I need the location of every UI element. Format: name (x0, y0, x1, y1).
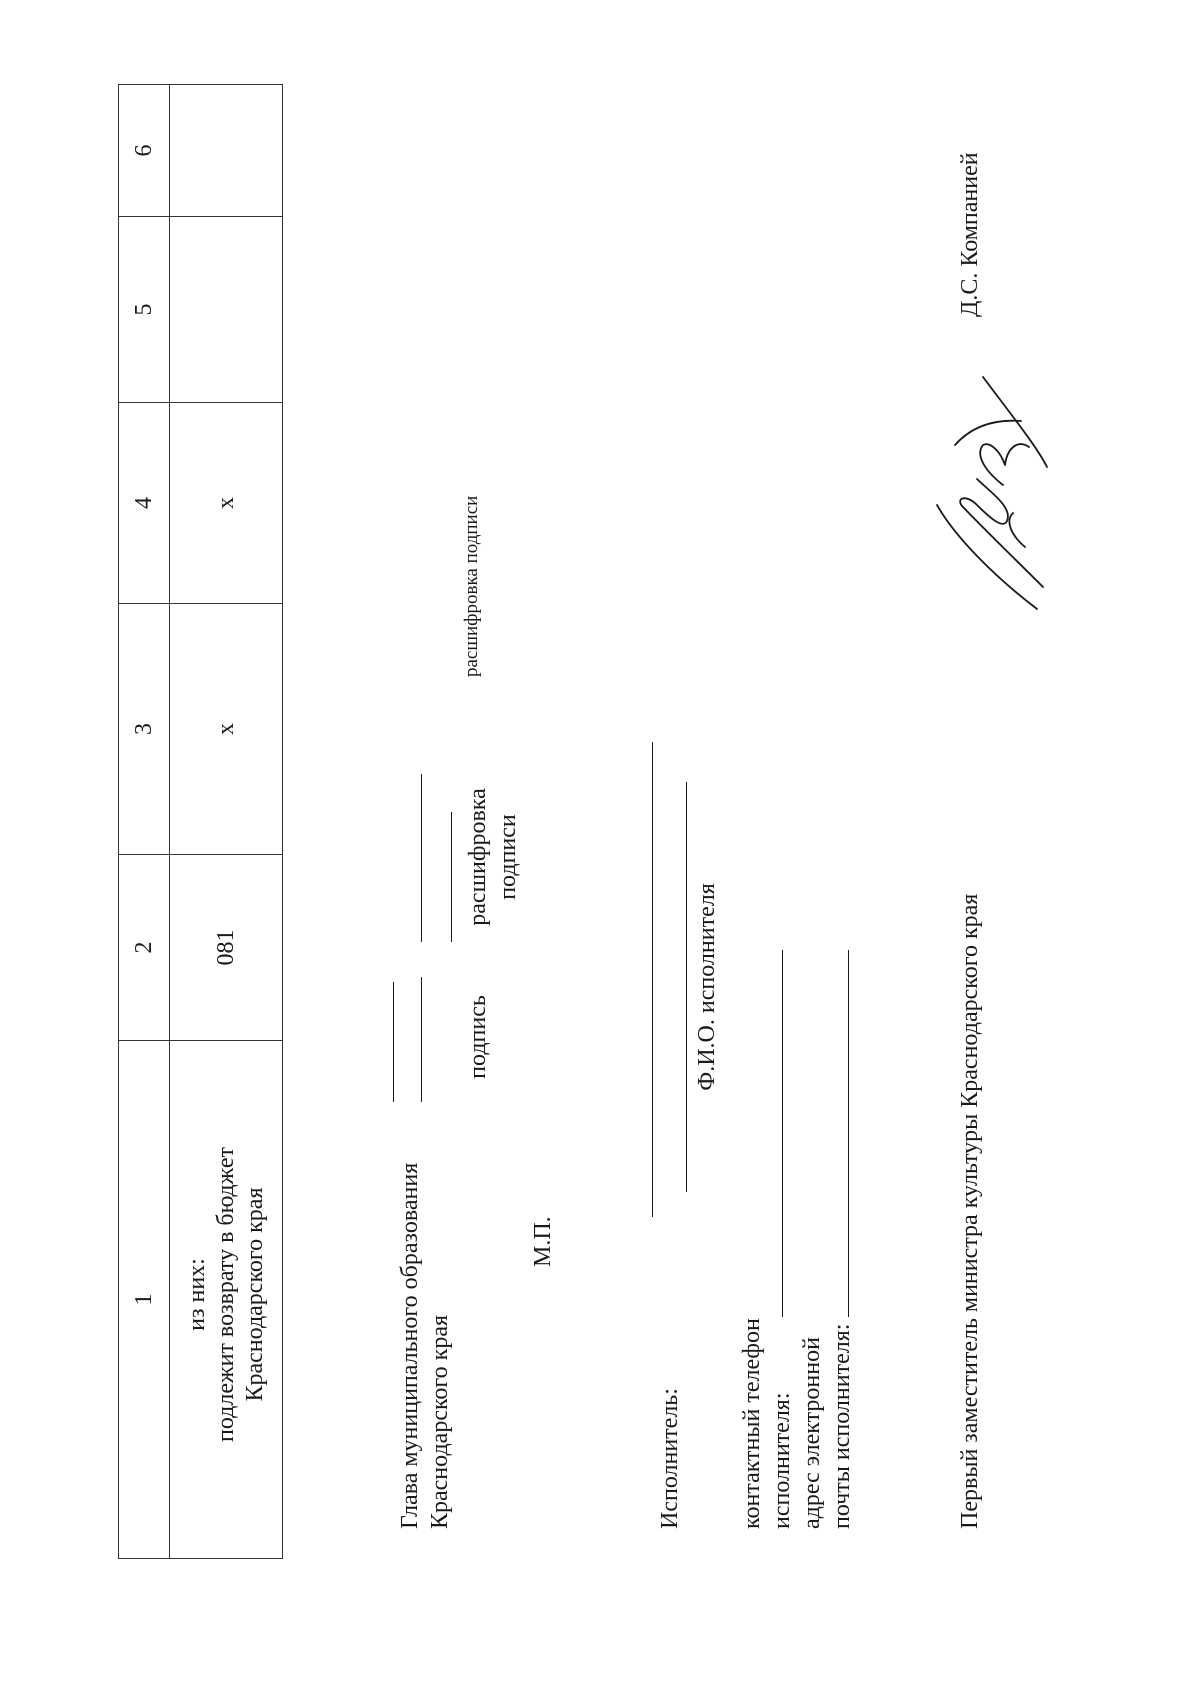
email-label (797, 1324, 857, 1529)
header-cell: 5 (119, 217, 170, 403)
header-cell: 4 (119, 403, 170, 604)
email-value-line (848, 950, 849, 1317)
rasshifrovka-podpisi-label: расшифровка подписи (461, 495, 482, 677)
header-cell: 6 (119, 85, 170, 217)
email-label-line: почты исполнителя: (829, 1323, 855, 1529)
decoding-line (451, 812, 452, 942)
rasshifrovka-line: подписи (495, 814, 521, 900)
phone-label-line: контактный телефон (739, 1318, 765, 1529)
rasshifrovka-caption (463, 777, 523, 937)
phone-value-line (782, 950, 783, 1317)
fio-caption: Ф.И.О. исполнителя (694, 883, 720, 1091)
email-label-line: адрес электронной (799, 1337, 825, 1529)
signatory-name: Д.С. Компанией (957, 152, 983, 317)
executor-label: Исполнитель: (657, 1388, 683, 1529)
head-title-line: Глава муниципального образования (397, 1162, 423, 1529)
phone-label-line: исполнителя: (769, 1392, 795, 1529)
header-cell: 1 (119, 1041, 170, 1559)
phone-label (737, 1318, 797, 1529)
table-cell-code: 081 (170, 855, 283, 1041)
header-cell: 2 (119, 855, 170, 1041)
signature-line (393, 982, 394, 1102)
executor-line (652, 742, 653, 1217)
decoding-line (421, 774, 422, 942)
handwritten-signature (925, 367, 1065, 617)
table-cell (170, 217, 283, 403)
head-title-line: Краснодарского края (427, 1314, 453, 1529)
row-label-cell (170, 1041, 283, 1559)
row-label-line: подлежит возврату в бюджет (212, 1147, 239, 1442)
signatory-position: Первый заместитель министра культуры Краснодарского края (957, 893, 983, 1529)
head-title (395, 1163, 455, 1529)
table-cell: x (170, 604, 283, 855)
rasshifrovka-line: расшифровка (465, 788, 491, 926)
table-cell (170, 85, 283, 217)
podpis-caption: подпись (465, 995, 491, 1079)
table-row (170, 85, 283, 1559)
table-cell: x (170, 403, 283, 604)
summary-table (118, 84, 283, 1559)
table-header-row (119, 85, 170, 1559)
row-label-line: из них: (183, 1258, 210, 1331)
header-cell: 3 (119, 604, 170, 855)
mp-stamp-label: М.П. (530, 1216, 556, 1267)
row-label-line: Краснодарского края (241, 1187, 268, 1402)
signature-line (421, 977, 422, 1102)
executor-fio-line (686, 782, 687, 1192)
